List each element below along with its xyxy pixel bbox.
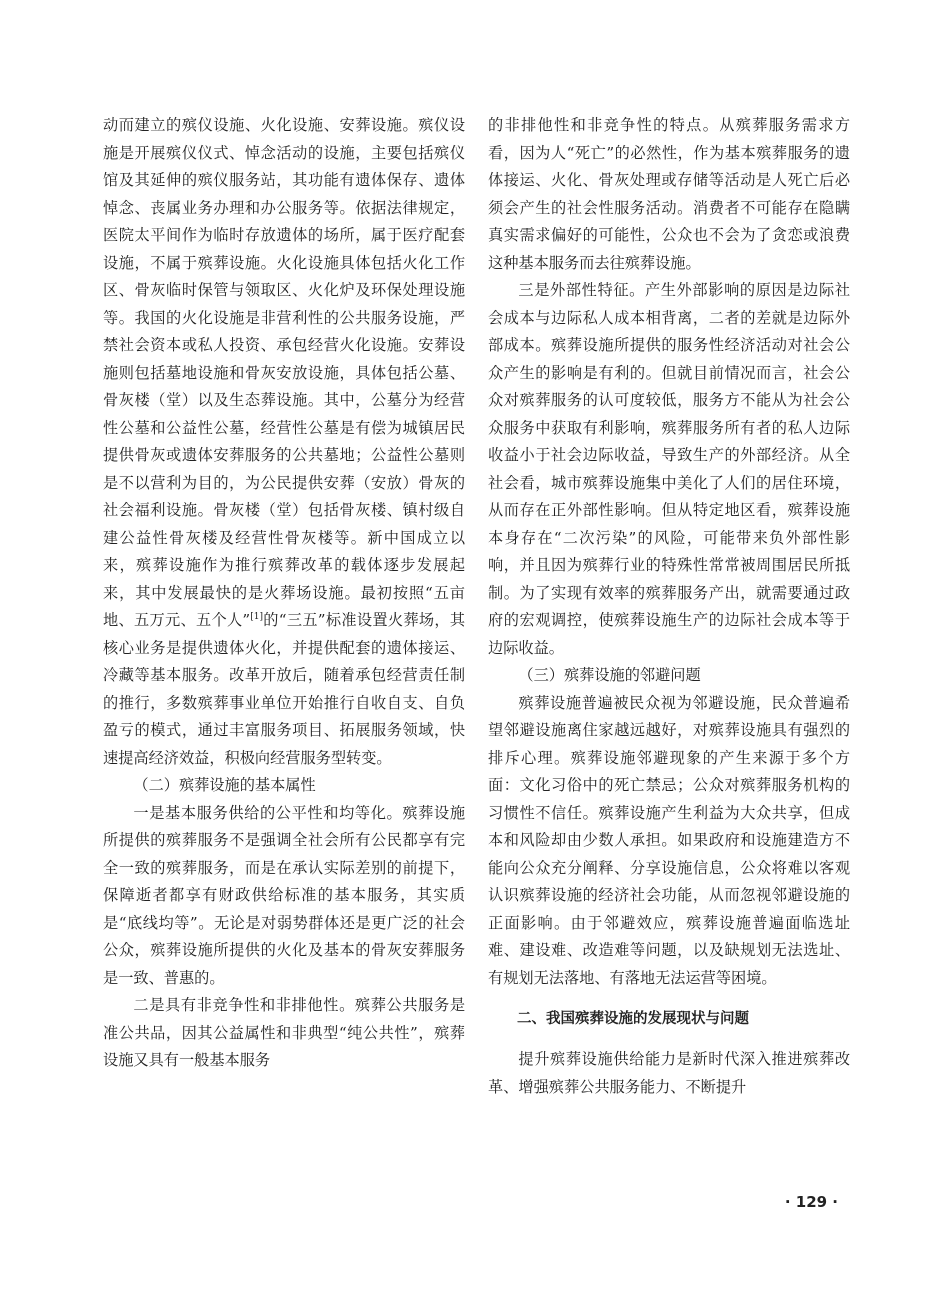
subsection-heading-basic-attributes: （二）殡葬设施的基本属性: [133, 776, 316, 794]
body-paragraph: 三是外部性特征。产生外部影响的原因是边际社会成本与边际私人成本相背离，二者的差就是边际外部成本。殡葬设施所提供的服务性经济活动对社会公众产生的影响是有利的。但就目前情况而言，社会公众对殡葬服务的认可度较低，服务方不能从为社会公众服务中获取有利影响，殡葬服务所有者的私人边际收益小于社会边际收益，导致生产的外部经济。从全社会看，城市殡葬设施集中美化了人们的居住环境，从而存在正外部性影响。但从特定地区看，殡葬设施本身存在“二次污染”的风险，可能带来负外部性影响，并且因为殡葬行业的特殊性常常被周围居民所抵制。为了实现有效率的殡葬服务产出，就需要通过政府的宏观调控，使殡葬设施生产的边际社会成本等于边际收益。: [488, 281, 850, 657]
page-number: · 129 ·: [784, 1193, 838, 1211]
left-column: [103, 112, 465, 1075]
citation-marker: [1]: [250, 611, 263, 622]
body-paragraph: 提升殡葬设施供给能力是新时代深入推进殡葬改革、增强殡葬公共服务能力、不断提升: [488, 1050, 850, 1096]
body-paragraph: 动而建立的殡仪设施、火化设施、安葬设施。殡仪设施是开展殡仪仪式、悼念活动的设施，主要包括殡仪馆及其延伸的殡仪服务站，其功能有遗体保存、遗体悼念、丧属业务办理和办公服务等。依据法律规定，医院太平间作为临时存放遗体的场所，属于医疗配套设施，不属于殡葬设施。火化设施具体包括火化工作区、骨灰临时保管与领取区、火化炉及环保处理设施等。我国的火化设施是非营利性的公共服务设施，严禁社会资本或私人投资、承包经营火化设施。安葬设施则包括墓地设施和骨灰安放设施，具体包括公墓、骨灰楼（堂）以及生态葬设施。其中，公墓分为经营性公墓和公益性公墓，经营性公墓是有偿为城镇居民提供骨灰或遗体安葬服务的公共墓地；公益性公墓则是不以营利为目的，为公民提供安葬（安放）骨灰的社会福利设施。骨灰楼（堂）包括骨灰楼、镇村级自建公益性骨灰楼及经营性骨灰楼等。新中国成立以来，殡葬设施作为推行殡葬改革的载体逐步发展起来，其中发展最快的是火葬场设施。最初按照“五亩地、五万元、五个人”[1]的“三五”标准设置火葬场，其核心业务是提供遗体火化，并提供配套的遗体接运、冷藏等基本服务。改革开放后，随着承包经营责任制的推行，多数殡葬事业单位开始推行自收自支、自负盈亏的模式，通过丰富服务项目、拓展服务领域，快速提高经济效益，积极向经营服务型转变。: [103, 116, 466, 767]
body-paragraph: 一是基本服务供给的公平性和均等化。殡葬设施所提供的殡葬服务不是强调全社会所有公民都享有完全一致的殡葬服务，而是在承认实际差别的前提下，保障逝者都享有财政供给标准的基本服务，其实质是“底线均等”。无论是对弱势群体还是更广泛的社会公众，殡葬设施所提供的火化及基本的骨灰安葬服务是一致、普惠的。: [103, 803, 465, 987]
section-heading: 二、我国殡葬设施的发展现状与问题: [517, 1011, 749, 1027]
subsection-heading-nimby: （三）殡葬设施的邻避问题: [518, 666, 701, 684]
body-paragraph: 的非排他性和非竞争性的特点。从殡葬服务需求方看，因为人“死亡”的必然性，作为基本殡葬服务的遗体接运、火化、骨灰处理或存储等活动是人死亡后必须会产生的社会性服务活动。消费者不可能存在隐瞒真实需求偏好的可能性，公众也不会为了贪恋或浪费这种基本服务而去往殡葬设施。: [488, 116, 850, 272]
body-paragraph: 二是具有非竞争性和非排他性。殡葬公共服务是准公共品，因其公益属性和非典型“纯公共性”，殡葬设施又具有一般基本服务: [103, 996, 465, 1069]
right-column: [488, 112, 850, 1101]
body-paragraph: 殡葬设施普遍被民众视为邻避设施，民众普遍希望邻避设施离住家越远越好，对殡葬设施具有强烈的排斥心理。殡葬设施邻避现象的产生来源于多个方面：文化习俗中的死亡禁忌；公众对殡葬服务机构的习惯性不信任。殡葬设施产生利益为大众共享，但成本和风险却由少数人承担。如果政府和设施建造方不能向公众充分阐释、分享设施信息，公众将难以客观认识殡葬设施的经济社会功能，从而忽视邻避设施的正面影响。由于邻避效应，殡葬设施普遍面临选址难、建设难、改造难等问题，以及缺规划无法选址、有规划无法落地、有落地无法运营等困境。: [488, 693, 850, 987]
